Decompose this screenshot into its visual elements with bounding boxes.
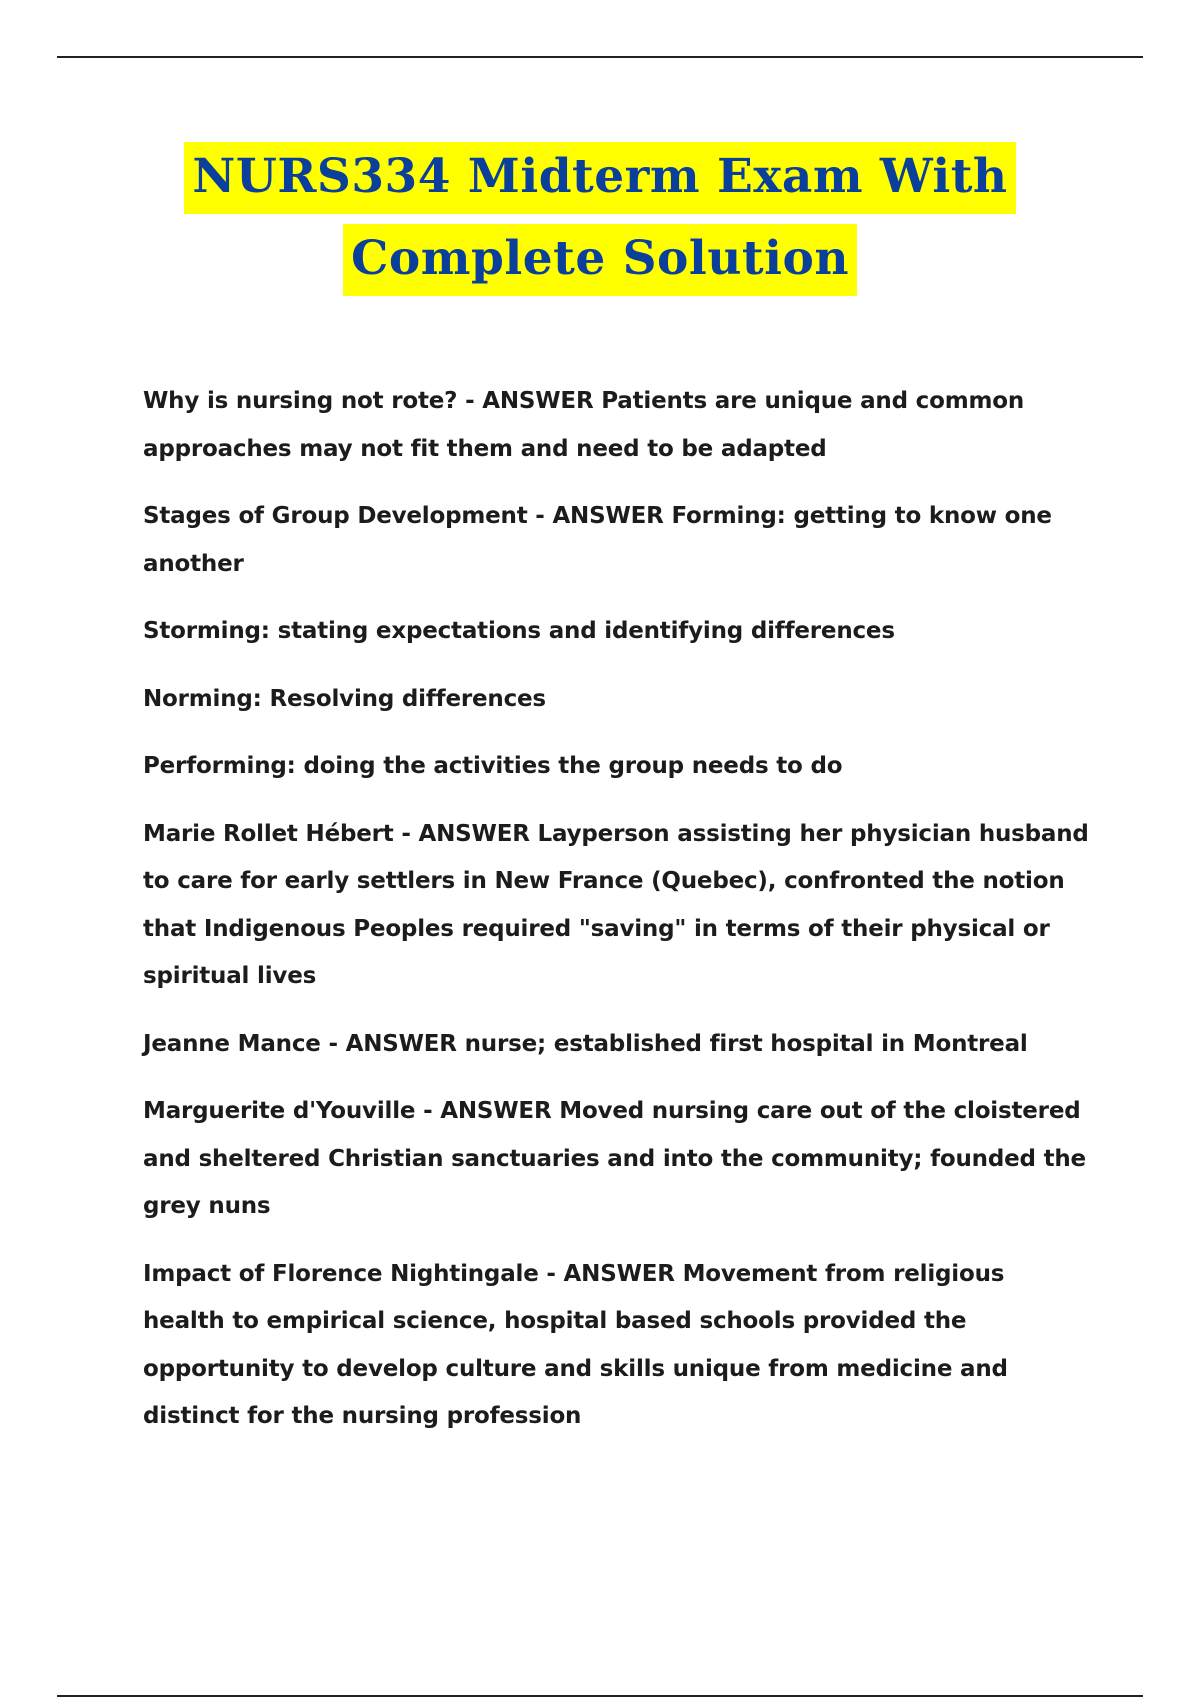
qa-entry-group-development: Stages of Group Development - ANSWER Forming: getting to know one another [143, 503, 1052, 577]
bottom-rule [57, 1695, 1143, 1697]
qa-entry-marguerite-dyouville: Marguerite d'Youville - ANSWER Moved nursing care out of the cloistered and sheltered Christian sanctuaries and into the community; founded the grey nuns [143, 1098, 1086, 1219]
qa-entry-nursing-not-rote: Why is nursing not rote? - ANSWER Patients are unique and common approaches may not fit them and need to be adapted [143, 388, 1025, 462]
qa-entry-storming: Storming: stating expectations and identifying differences [143, 618, 895, 644]
title-line-2: Complete Solution [343, 224, 857, 296]
title-line-1: NURS334 Midterm Exam With [184, 142, 1015, 214]
document-title [0, 142, 1200, 296]
qa-entry-florence-nightingale: Impact of Florence Nightingale - ANSWER Movement from religious health to empirical science, hospital based schools provided the opportunity to develop culture and skills unique from medicine and distinct for the nursing profession [143, 1260, 1008, 1429]
qa-entry-marie-rollet-hebert: Marie Rollet Hébert - ANSWER Layperson assisting her physician husband to care for early settlers in New France (Quebec), confronted the notion that Indigenous Peoples required "saving" in terms of their physical or spiritual lives [143, 820, 1089, 989]
qa-entry-norming: Norming: Resolving differences [143, 685, 546, 712]
qa-entry-jeanne-mance: Jeanne Mance - ANSWER nurse; established first hospital in Montreal [143, 1030, 1028, 1057]
top-rule [57, 56, 1143, 58]
qa-list [143, 378, 1093, 1461]
qa-entry-performing: Performing: doing the activities the group needs to do [143, 753, 843, 779]
